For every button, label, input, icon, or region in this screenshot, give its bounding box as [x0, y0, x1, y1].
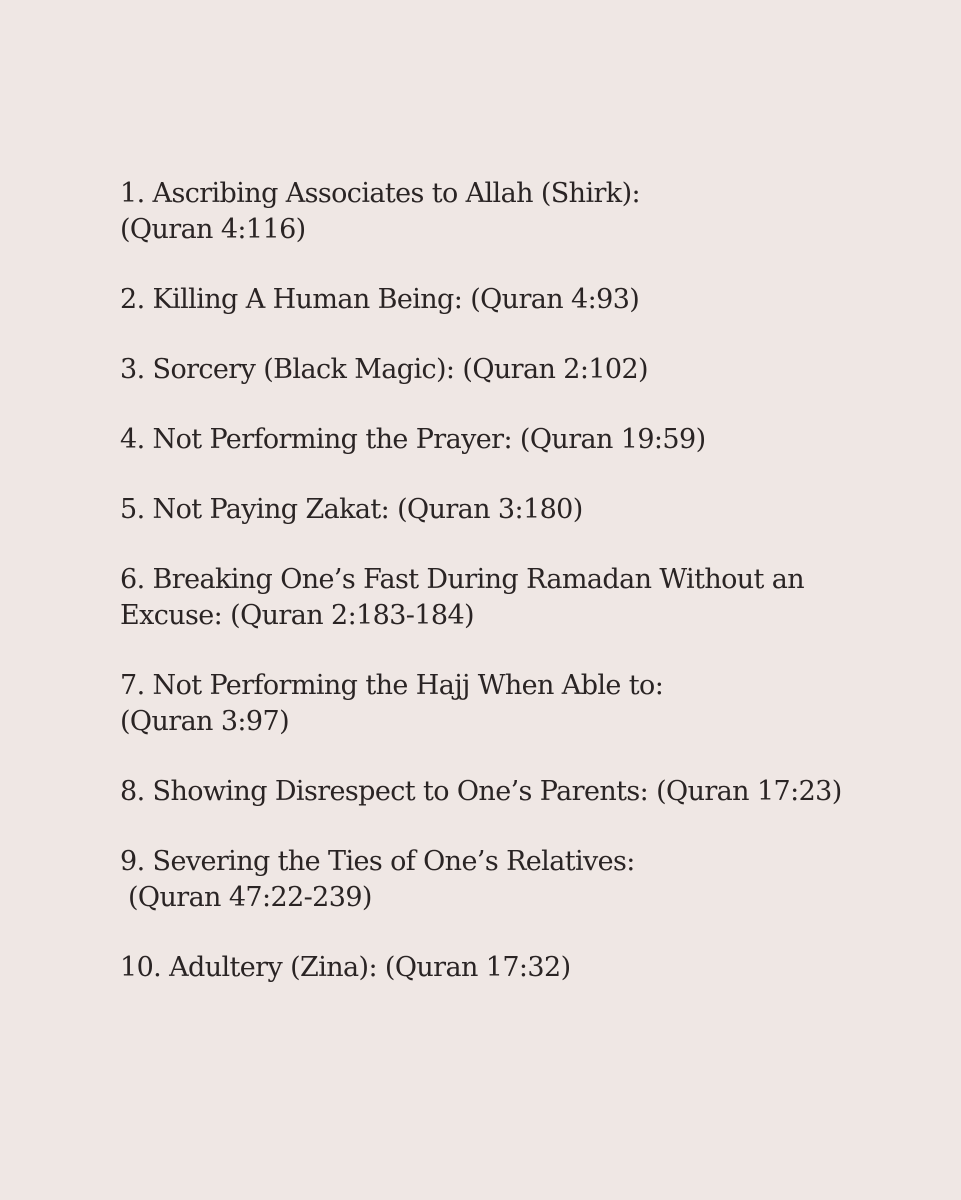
- list-item: [120, 176, 920, 248]
- list-item-text: 10. Adultery (Zina): (Quran 17:32): [120, 952, 571, 983]
- list-item-text: 8. Showing Disrespect to One’s Parents: (Quran 17:23): [120, 776, 842, 807]
- list-item-text: 3. Sorcery (Black Magic): (Quran 2:102): [120, 354, 648, 385]
- list-item: [120, 774, 920, 810]
- list-item-text: 7. Not Performing the Hajj When Able to:: [120, 670, 664, 701]
- list-item-text: 2. Killing A Human Being: (Quran 4:93): [120, 284, 640, 315]
- list-item-reference: (Quran 4:116): [120, 214, 306, 245]
- list-item: [120, 562, 920, 634]
- major-sins-list: [120, 176, 920, 1020]
- list-item-reference: (Quran 47:22-239): [128, 882, 372, 913]
- list-item: [120, 844, 920, 916]
- list-item: [120, 492, 920, 528]
- list-item-text: 5. Not Paying Zakat: (Quran 3:180): [120, 494, 583, 525]
- list-item: [120, 422, 920, 458]
- list-item-text: 6. Breaking One’s Fast During Ramadan Without an: [120, 564, 805, 595]
- list-item-reference: (Quran 3:97): [120, 706, 289, 737]
- list-item: [120, 668, 920, 740]
- list-item-text: 1. Ascribing Associates to Allah (Shirk):: [120, 178, 641, 209]
- list-item: [120, 950, 920, 986]
- list-item: [120, 352, 920, 388]
- list-item-reference: Excuse: (Quran 2:183-184): [120, 600, 474, 631]
- list-item: [120, 282, 920, 318]
- list-item-text: 9. Severing the Ties of One’s Relatives:: [120, 846, 635, 877]
- list-item-text: 4. Not Performing the Prayer: (Quran 19:59): [120, 424, 706, 455]
